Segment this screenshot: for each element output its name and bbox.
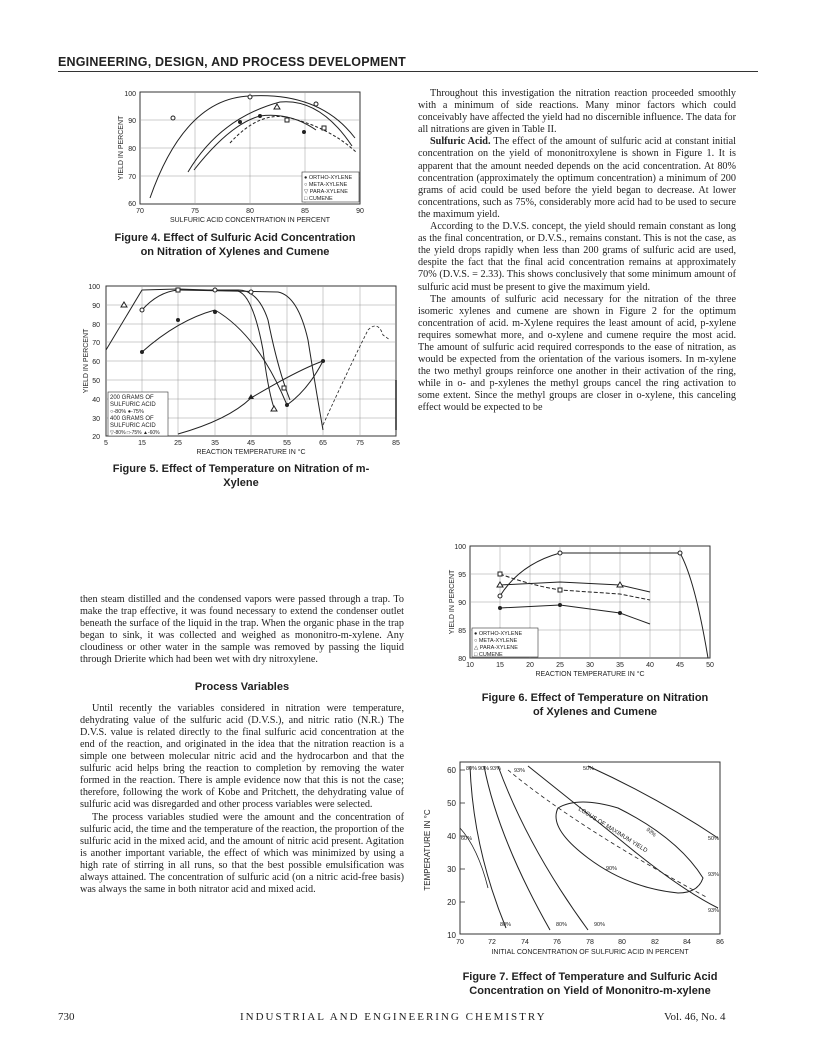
fig6-caption-line2: of Xylenes and Cumene: [532, 706, 658, 718]
fig7-ytick: 20: [447, 898, 456, 907]
left-paragraph-3: The process variables studied were the amount and the concentration of sulfuric acid, the time and the temperature of the reaction, the proportion of the sulfuric acid in the mixed acid, and the amount of nitric acid present. Agitation is another important variable, the effect of which was minimized by using a high rate of stirring in all runs, so that the best possible emulsification was always attained. The concentration of sulfuric acid (on a nitric acid-free basis) was always the same in both nitrator acid and mixed acid.: [80, 811, 404, 896]
fig6-xlabel: REACTION TEMPERATURE IN °C: [535, 671, 645, 678]
fig5-legend-sulf2: SULFURIC ACID: [110, 423, 156, 429]
fig7-label: 80%: [556, 922, 568, 928]
fig4-xtick: 85: [301, 208, 309, 215]
fig6-legend-para: △ PARA-XYLENE: [474, 645, 518, 651]
fig4-ortho-curve: [194, 115, 316, 170]
fig6-xtick: 15: [496, 662, 504, 669]
figure-4-caption: [70, 231, 400, 259]
fig7-ytick: 60: [447, 766, 456, 775]
fig5-xtick: 35: [211, 440, 219, 447]
figure-5-caption: [76, 462, 406, 490]
fig5-ytick: 30: [92, 416, 100, 423]
fig5-curve-open-triangle: [106, 289, 274, 408]
left-paragraph-2: Until recently the variables considered in nitration were temperature, dehydrating value of the sulfuric acid (D.V.S.), and nitric ratio (N.R.) The D.V.S. value is related directly to the final sulfuric acid concentration at the end of the reaction, and originated in the idea that the nitration reaction is a simple one between molecular nitric acid and the hydrocarbon and that the sulfuric acid helps bring the reaction to completion by removing the water formed in the reaction. There is ample evidence now that this is not the case; therefore, following the work of Kobe and Pritchett, the dehydrating value of sulfuric acid was disregarded and other process variables were selected.: [80, 702, 404, 811]
fig7-ylabel: TEMPERATURE IN °C: [423, 809, 432, 891]
fig4-point: [248, 95, 252, 99]
fig6-point: [498, 606, 502, 610]
fig7-label: 50%: [583, 766, 595, 772]
fig7-xtick: 78: [586, 939, 594, 946]
fig6-point: [678, 551, 682, 555]
fig5-point: [140, 308, 144, 312]
fig7-xlabel: INITIAL CONCENTRATION OF SULFURIC ACID IN PERCENT: [491, 949, 689, 956]
fig7-xtick: 76: [553, 939, 561, 946]
fig7-label: 90%: [606, 866, 618, 872]
fig4-legend-meta: ○ META-XYLENE: [304, 182, 348, 188]
fig7-label: 93%: [644, 826, 658, 839]
fig6-legend-meta: ○ META-XYLENE: [474, 638, 518, 644]
fig6-point: [558, 551, 562, 555]
fig4-xlabel: SULFURIC ACID CONCENTRATION IN PERCENT: [169, 217, 331, 224]
fig4-ytick: 90: [128, 118, 136, 125]
section-title: Process Variables: [194, 680, 290, 693]
figure-7-chart: [418, 758, 738, 958]
fig5-xlabel: REACTION TEMPERATURE IN °C: [196, 449, 306, 456]
fig7-label: 93%: [708, 908, 720, 914]
fig7-label: 80%: [500, 922, 512, 928]
fig5-legend-400g: 400 GRAMS OF: [110, 416, 154, 422]
fig5-point: [213, 288, 217, 292]
fig4-xtick: 80: [246, 208, 254, 215]
fig7-ytick: 50: [447, 799, 456, 808]
figure-7-caption: [430, 970, 750, 998]
fig5-caption-line1: Figure 5. Effect of Temperature on Nitration of m-: [112, 463, 370, 475]
fig4-point: [171, 116, 175, 120]
fig4-caption-line2: on Nitration of Xylenes and Cumene: [140, 246, 330, 258]
fig5-point: [285, 403, 289, 407]
fig4-ylabel: YIELD IN PERCENT: [118, 115, 125, 181]
fig5-xtick: 5: [104, 440, 108, 447]
fig5-xtick: 75: [356, 440, 364, 447]
fig7-ytick: 10: [447, 931, 456, 940]
fig6-point: [498, 594, 502, 598]
fig5-xtick: 55: [283, 440, 291, 447]
fig5-legend-200g: 200 GRAMS OF: [110, 395, 154, 401]
fig6-point: [558, 603, 562, 607]
fig5-xtick: 45: [247, 440, 255, 447]
figure-4-chart: [90, 88, 390, 228]
fig5-point: [176, 318, 180, 322]
fig7-locus: [508, 770, 708, 898]
fig4-point: [302, 130, 306, 134]
fig4-xtick: 90: [356, 208, 364, 215]
fig5-curve-dashed: [323, 326, 390, 425]
fig4-point: [314, 102, 318, 106]
fig6-xtick: 25: [556, 662, 564, 669]
fig4-caption-line1: Figure 4. Effect of Sulfuric Acid Concentration: [114, 232, 356, 244]
right-paragraph-4: The amounts of sulfuric acid necessary for the nitration of the three isomeric xylenes and cumene are shown in Figure 2 for the optimum concentration of acid. m-Xylene requires the least amount of acid, p-xylene requires somewhat more, and o-xylene and cumene require the most acid. The amount of sulfuric acid required corresponds to the ease of nitration, as would be expected from the orientation of the various isomers. In m-xylene the two methyl groups reinforce one another in their activation of the ring, while in o- and p-xylenes the methyl groups cancel the ring activation to some extent. Since the methyl groups are closer in o-xylene, this canceling effect would be expected to be: [418, 293, 736, 414]
fig5-point: [213, 310, 217, 314]
fig6-ortho-curve: [500, 605, 650, 624]
fig6-point: [558, 588, 562, 592]
fig6-ylabel: YIELD IN PERCENT: [449, 569, 456, 635]
fig5-legend-markers2: ▽-80% □-75% ▲-60%: [110, 430, 160, 436]
fig5-point: [176, 288, 180, 292]
fig5-xtick: 65: [319, 440, 327, 447]
fig6-ytick: 80: [458, 656, 466, 663]
fig5-xtick: 15: [138, 440, 146, 447]
fig6-ytick: 90: [458, 600, 466, 607]
fig7-xtick: 82: [651, 939, 659, 946]
fig7-xtick: 80: [618, 939, 626, 946]
fig4-xtick: 75: [191, 208, 199, 215]
fig7-label: 80%: [466, 766, 478, 772]
fig4-point: [274, 104, 280, 109]
fig6-para-curve: [500, 582, 650, 592]
sulfuric-acid-lead: Sulfuric Acid.: [430, 136, 491, 148]
fig6-caption-line1: Figure 6. Effect of Temperature on Nitration: [481, 692, 709, 704]
fig5-xtick: 25: [174, 440, 182, 447]
running-header: ENGINEERING, DESIGN, AND PROCESS DEVELOPMENT: [58, 55, 406, 69]
fig4-point: [285, 118, 289, 122]
fig4-point: [258, 114, 262, 118]
fig5-legend-markers1: ○-80% ●-75%: [110, 409, 144, 415]
fig4-ytick: 60: [128, 201, 136, 208]
figure-6-caption: [440, 691, 750, 719]
fig6-legend-cumene: □ CUMENE: [474, 652, 503, 658]
fig5-ytick: 40: [92, 397, 100, 404]
fig4-point: [322, 126, 326, 130]
fig5-ylabel: YIELD IN PERCENT: [83, 328, 90, 394]
journal-name: INDUSTRIAL AND ENGINEERING CHEMISTRY: [240, 1011, 547, 1023]
fig4-xtick: 70: [136, 208, 144, 215]
fig7-label: 50%: [708, 836, 720, 842]
right-paragraph-2: [418, 136, 736, 221]
fig5-point: [140, 350, 144, 354]
fig6-legend-ortho: ● ORTHO-XYLENE: [474, 631, 523, 637]
header-rule: [58, 71, 758, 72]
fig7-contour-80-left: [470, 766, 506, 928]
fig5-point: [249, 290, 253, 294]
fig5-ytick: 80: [92, 322, 100, 329]
figure-5-chart: [78, 280, 408, 458]
fig5-point: [121, 302, 127, 307]
fig4-point: [238, 120, 242, 124]
fig7-label: 93%: [490, 766, 502, 772]
fig6-ytick: 95: [458, 572, 466, 579]
fig5-ytick: 60: [92, 359, 100, 366]
fig7-ytick: 40: [447, 832, 456, 841]
fig5-ytick: 50: [92, 378, 100, 385]
fig7-xtick: 74: [521, 939, 529, 946]
fig7-xtick: 72: [488, 939, 496, 946]
fig7-label: 60%: [461, 836, 473, 842]
fig7-caption-line2: Concentration on Yield of Mononitro-m-xylene: [469, 985, 711, 997]
fig6-xtick: 40: [646, 662, 654, 669]
fig6-ytick: 100: [454, 544, 466, 551]
fig5-xtick: 85: [392, 440, 400, 447]
fig4-ytick: 70: [128, 174, 136, 181]
fig5-ytick: 90: [92, 303, 100, 310]
left-paragraph-1: then steam distilled and the condensed vapors were passed through a trap. To make the trap effective, it was found necessary to extend the condenser outlet beneath the surface of the liquid in the trap. When the organic phase in the trap began to sink, it was collected and weighed as mononitro-m-xylene. Any cloudiness or other water in the sample was removed by passing the liquid through Drierite which had been wet with dry nitroxylene.: [80, 594, 404, 666]
fig6-point: [498, 572, 502, 576]
fig6-xtick: 50: [706, 662, 714, 669]
right-paragraph-1: Throughout this investigation the nitration reaction proceeded smoothly with a minimum of side reactions. Many minor factors which could conceivably have affected the yield had no discernible influence. The data for all nitrations are given in Table II.: [418, 88, 736, 136]
fig5-point: [271, 406, 277, 411]
right-column: [418, 88, 736, 415]
fig7-xtick: 86: [716, 939, 724, 946]
fig6-xtick: 30: [586, 662, 594, 669]
fig5-legend-sulf1: SULFURIC ACID: [110, 402, 156, 408]
fig6-xtick: 10: [466, 662, 474, 669]
fig7-xtick: 70: [456, 939, 464, 946]
fig5-point: [321, 359, 325, 363]
fig7-ytick: 30: [447, 865, 456, 874]
volume-info: Vol. 46, No. 4: [664, 1011, 726, 1023]
fig7-xtick: 84: [683, 939, 691, 946]
fig5-point: [282, 386, 286, 390]
fig6-xtick: 35: [616, 662, 624, 669]
fig4-legend-ortho: ● ORTHO-XYLENE: [304, 175, 353, 181]
sulfuric-acid-body: The effect of the amount of sulfuric acid at constant initial concentration on the yield of mononitroxylene is shown in Figure 1. It is apparent that the amount needed depends on the acid concentration. At 80% concentration (approximately the optimum concentration) a minimum of 200 grams of acid could be used before the yield began to decrease. At lower concentrations, such as 75%, considerably more acid had to be used to secure the maximum yield.: [418, 136, 736, 220]
fig5-ytick: 20: [92, 434, 100, 441]
fig4-cumene-curve: [230, 116, 356, 152]
fig5-ytick: 100: [88, 284, 100, 291]
fig4-ytick: 100: [124, 91, 136, 98]
page-number: 730: [58, 1011, 75, 1023]
fig7-label: 93%: [708, 872, 720, 878]
right-paragraph-3: According to the D.V.S. concept, the yield should remain constant as long as the final concentration, or D.V.S., remains constant. This is not the case, as the yield drops rapidly when less than 200 grams of sulfuric acid are used, despite the fact that the final acid concentration remains at approximately 70% (D.V.S. = 2.33). This shows conclusively that some minimum amount of sulfuric acid must be present to give the maximum yield.: [418, 221, 736, 293]
fig7-contour-90-left: [484, 766, 550, 930]
fig7-label: 90%: [478, 766, 490, 772]
fig6-xtick: 45: [676, 662, 684, 669]
fig5-ytick: 70: [92, 340, 100, 347]
fig4-legend-cumene: □ CUMENE: [304, 196, 333, 202]
fig7-label: 93%: [514, 768, 526, 774]
fig4-ytick: 80: [128, 146, 136, 153]
fig5-caption-line2: Xylene: [223, 477, 259, 489]
fig4-legend-para: ▽ PARA-XYLENE: [304, 189, 348, 195]
fig7-caption-line1: Figure 7. Effect of Temperature and Sulfuric Acid: [462, 971, 718, 983]
left-column: [80, 594, 404, 896]
fig5-curve-open-square: [178, 290, 323, 430]
fig7-label: 90%: [594, 922, 606, 928]
fig7-locus-label: LOCUS OF MAXIMUM YIELD: [576, 806, 649, 855]
fig6-point: [618, 611, 622, 615]
fig7-contour-93-left: [498, 766, 588, 930]
fig6-ytick: 85: [458, 628, 466, 635]
fig6-xtick: 20: [526, 662, 534, 669]
figure-6-chart: [440, 540, 730, 680]
